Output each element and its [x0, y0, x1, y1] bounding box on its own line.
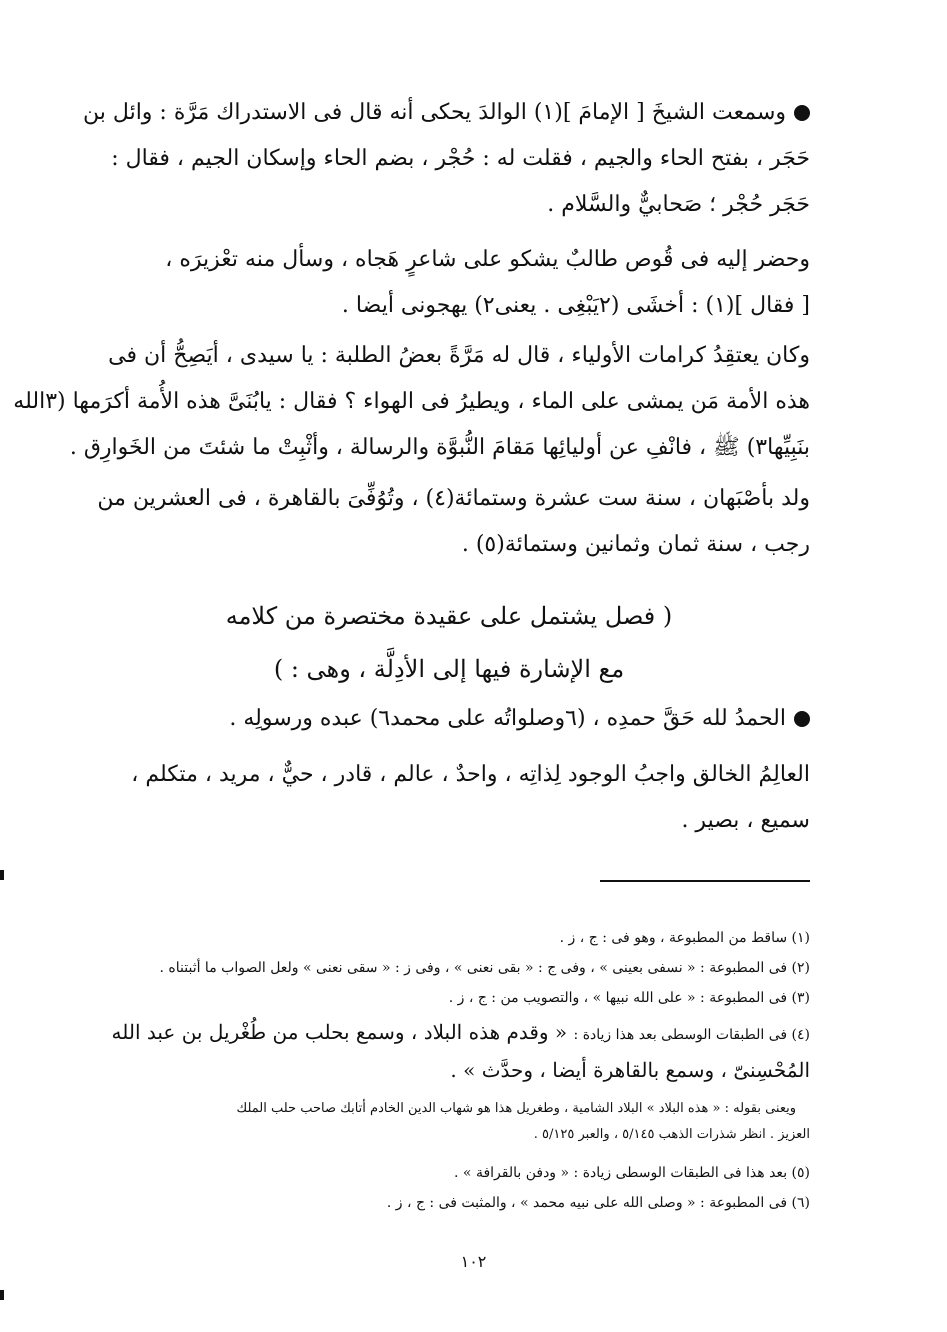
paragraph-1	[83, 90, 810, 228]
paragraph-line: حَجَر حُجْر ؛ صَحابيٌّ والسَّلام .	[547, 192, 810, 217]
footnotes-continued	[88, 1158, 810, 1218]
paragraph-2	[88, 237, 810, 329]
footnote-3: (٣) فى المطبوعة : « على الله نبيها » ، والتصويب من : ج ، ز .	[448, 990, 810, 1006]
bullet-icon	[794, 711, 810, 727]
footnote-2: (٢) فى المطبوعة : « نسفى بعينى » ، وفى ج : « بقى نعنى » ، وفى ز : « سقى نعنى » ولعل الصواب ما أثبتناه .	[159, 960, 810, 976]
footnote-4-note-line: ويعنى بقوله : « هذه البلاد » البلاد الشامية ، وطغريل هذا هو شهاب الدين الخادم أتابك صاحب حلب الملك	[236, 1101, 796, 1116]
paragraph-line: وكان يعتقِدُ كرامات الأولياء ، قال له مَرَّةً بعضُ الطلبة : يا سيدى ، أيَصِحُّ أن فى	[108, 343, 810, 368]
creed-paragraph-1	[88, 696, 810, 742]
section-heading-line-1: ( فصل يشتمل على عقيدة مختصرة من كلامه	[225, 602, 673, 630]
paragraph-line: بنَبِيِّها٣) ﷺ ، فانْفِ عن أوليائِها مَقامَ النُّبوَّة والرسالة ، وأثْبِتْ ما شئتَ من الخَوارِق .	[69, 435, 810, 460]
footnote-4-note-line: العزيز . انظر شذرات الذهب ٥/١٤٥ ، والعبر ٥/١٢٥ .	[533, 1127, 810, 1142]
footnote-4-note	[88, 1096, 810, 1148]
scan-edge-mark	[0, 1290, 4, 1300]
bullet-icon	[794, 105, 810, 121]
footnote-4	[88, 1013, 810, 1051]
paragraph-line: هذه الأمة مَن يمشى على الماء ، ويطيرُ فى الهواء ؟ فقال : يابُنَىَّ هذه الأُمة أكرَمها (٣الله	[13, 389, 810, 414]
footnote-1: (١) ساقط من المطبوعة ، وهو فى : ج ، ز .	[559, 930, 810, 946]
section-heading-line-2: مع الإشارة فيها إلى الأدِلَّة ، وهى : )	[273, 655, 625, 683]
paragraph-line: رجب ، سنة ثمان وثمانين وستمائة(٥) .	[461, 532, 810, 557]
footnote-4-continued: المُحْسِنىّ ، وسمع بالقاهرة أيضا ، وحدَّث » .	[450, 1058, 810, 1082]
footnote-4-quote: « وقدم هذه البلاد ، وسمع بحلب من طُغْريل بن عبد الله	[111, 1020, 568, 1044]
footnote-5: (٥) بعد هذا فى الطبقات الوسطى زيادة : « ودفن بالقرافة » .	[454, 1165, 810, 1181]
paragraph-line: العالِمُ الخالق واجبُ الوجود لِذاتِه ، واحدٌ ، عالم ، قادر ، حيٌّ ، مريد ، متكلم ،	[131, 762, 810, 787]
paragraph-line: سميع ، بصير .	[681, 808, 810, 833]
paragraph-line	[88, 696, 810, 742]
footnote-6: (٦) فى المطبوعة : « وصلى الله على نبيه محمد » ، والمثبت فى : ج ، ز .	[386, 1195, 810, 1211]
paragraph-line: حَجَر ، بفتح الحاء والجيم ، فقلت له : حُجْر ، بضم الحاء وإسكان الجيم ، فقال :	[111, 146, 810, 171]
scan-edge-mark	[0, 870, 4, 880]
paragraph-line-text: الحمدُ لله حَقَّ حمدِه ، (٦وصلواتُه على محمد٦) عبده ورسولِه .	[229, 706, 786, 731]
paragraph-4	[88, 476, 810, 568]
creed-paragraph-2	[88, 752, 810, 844]
paragraph-3	[13, 333, 810, 471]
page-number: ١٠٢	[460, 1252, 487, 1271]
paragraph-line: ولد بأصْبَهان ، سنة ست عشرة وستمائة(٤) ، وتُوُفِّىَ بالقاهرة ، فى العشرين من	[97, 486, 810, 511]
paragraph-line-text: وسمعت الشيخَ [ الإمامَ ](١) الوالدَ يحكى أنه قال فى الاستدراك مَرَّة : وائل بن	[83, 100, 786, 125]
paragraph-line: وحضر إليه فى قُوص طالبٌ يشكو على شاعرٍ هَجاه ، وسأل منه تعْزيرَه ،	[165, 247, 810, 272]
footnote-divider	[600, 880, 810, 882]
paragraph-line	[83, 90, 810, 136]
footnotes	[88, 923, 810, 1089]
paragraph-line: [ فقال ](١) : أخشَى (٢يَبْغِى . يعنى٢) يهجونى أيضا .	[341, 293, 810, 318]
footnote-4-intro: (٤) فى الطبقات الوسطى بعد هذا زيادة :	[573, 1027, 810, 1043]
